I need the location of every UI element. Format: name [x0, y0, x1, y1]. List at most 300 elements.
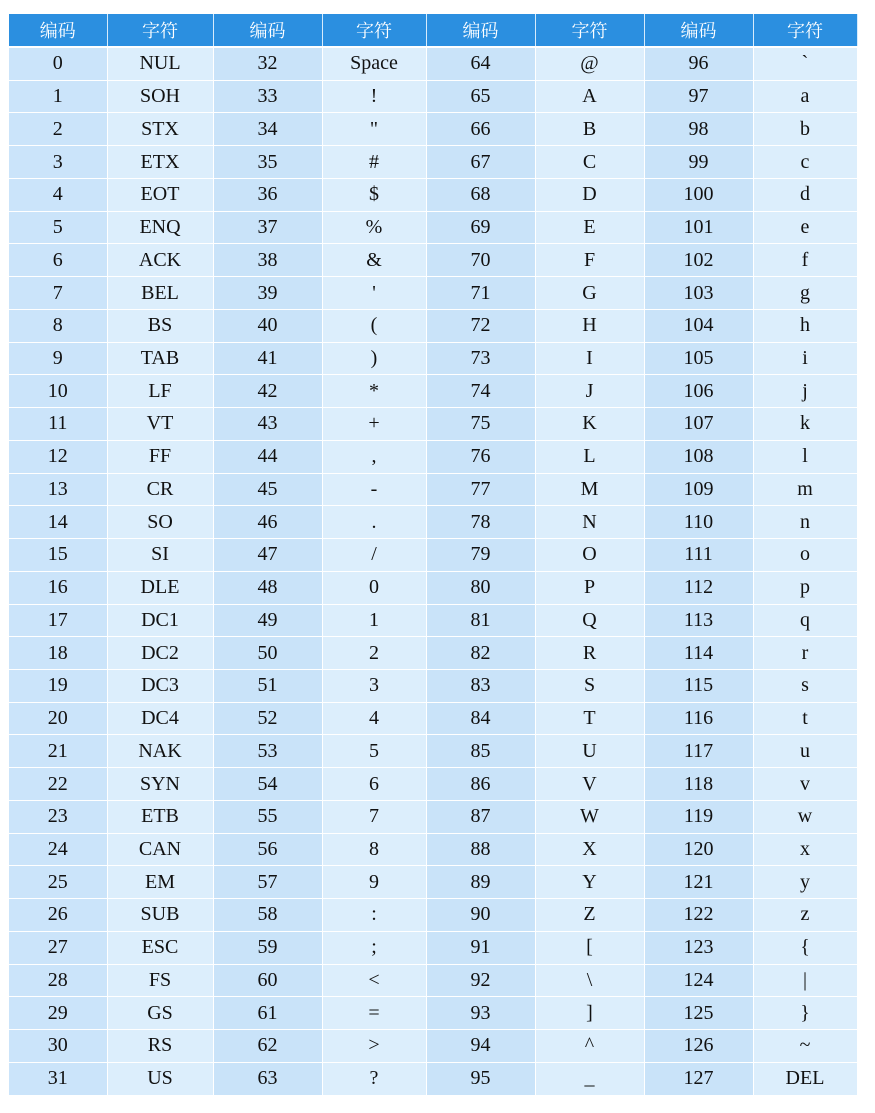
code-cell: 117	[644, 735, 753, 768]
code-cell: 60	[213, 964, 322, 997]
char-cell: .	[322, 506, 426, 539]
char-cell: 4	[322, 702, 426, 735]
table-row	[9, 931, 857, 964]
code-cell: 121	[644, 866, 753, 899]
char-cell: y	[753, 866, 857, 899]
char-cell: !	[322, 80, 426, 113]
code-cell: 24	[9, 833, 107, 866]
code-cell: 11	[9, 408, 107, 441]
char-cell: NAK	[107, 735, 213, 768]
code-cell: 90	[426, 899, 535, 932]
code-cell: 30	[9, 1030, 107, 1063]
code-cell: 109	[644, 473, 753, 506]
char-cell: ~	[753, 1030, 857, 1063]
char-cell: 8	[322, 833, 426, 866]
char-cell: )	[322, 342, 426, 375]
char-cell: g	[753, 277, 857, 310]
table-row	[9, 669, 857, 702]
char-cell: M	[535, 473, 644, 506]
code-cell: 46	[213, 506, 322, 539]
char-cell: b	[753, 113, 857, 146]
code-cell: 92	[426, 964, 535, 997]
code-cell: 99	[644, 146, 753, 179]
table-row	[9, 244, 857, 277]
char-cell: LF	[107, 375, 213, 408]
char-cell: h	[753, 309, 857, 342]
char-cell: '	[322, 277, 426, 310]
code-cell: 108	[644, 440, 753, 473]
char-cell: u	[753, 735, 857, 768]
char-cell: DLE	[107, 571, 213, 604]
code-cell: 51	[213, 669, 322, 702]
table-row	[9, 604, 857, 637]
code-cell: 103	[644, 277, 753, 310]
char-cell: j	[753, 375, 857, 408]
code-cell: 91	[426, 931, 535, 964]
char-cell: %	[322, 211, 426, 244]
char-cell: K	[535, 408, 644, 441]
char-cell: ,	[322, 440, 426, 473]
code-cell: 38	[213, 244, 322, 277]
char-cell: R	[535, 637, 644, 670]
code-cell: 17	[9, 604, 107, 637]
code-cell: 2	[9, 113, 107, 146]
code-cell: 22	[9, 768, 107, 801]
char-cell: /	[322, 539, 426, 572]
char-cell: ETX	[107, 146, 213, 179]
code-cell: 45	[213, 473, 322, 506]
header-char-1: 字符	[107, 14, 213, 47]
char-cell: 5	[322, 735, 426, 768]
char-cell: (	[322, 309, 426, 342]
table-row	[9, 277, 857, 310]
char-cell: SOH	[107, 80, 213, 113]
code-cell: 107	[644, 408, 753, 441]
table-row	[9, 1030, 857, 1063]
table-row	[9, 997, 857, 1030]
char-cell: _	[535, 1062, 644, 1095]
char-cell: 2	[322, 637, 426, 670]
char-cell: U	[535, 735, 644, 768]
code-cell: 85	[426, 735, 535, 768]
table-row	[9, 146, 857, 179]
char-cell: US	[107, 1062, 213, 1095]
table-body	[9, 47, 857, 1096]
code-cell: 44	[213, 440, 322, 473]
char-cell: i	[753, 342, 857, 375]
code-cell: 127	[644, 1062, 753, 1095]
code-cell: 13	[9, 473, 107, 506]
table-row	[9, 440, 857, 473]
char-cell: v	[753, 768, 857, 801]
code-cell: 58	[213, 899, 322, 932]
char-cell: m	[753, 473, 857, 506]
table-row	[9, 571, 857, 604]
header-code-4: 编码	[644, 14, 753, 47]
char-cell: E	[535, 211, 644, 244]
char-cell: EM	[107, 866, 213, 899]
code-cell: 8	[9, 309, 107, 342]
char-cell: ;	[322, 931, 426, 964]
code-cell: 79	[426, 539, 535, 572]
code-cell: 61	[213, 997, 322, 1030]
code-cell: 47	[213, 539, 322, 572]
char-cell: X	[535, 833, 644, 866]
code-cell: 26	[9, 899, 107, 932]
char-cell: SYN	[107, 768, 213, 801]
code-cell: 49	[213, 604, 322, 637]
char-cell: |	[753, 964, 857, 997]
code-cell: 65	[426, 80, 535, 113]
code-cell: 95	[426, 1062, 535, 1095]
char-cell: O	[535, 539, 644, 572]
code-cell: 27	[9, 931, 107, 964]
code-cell: 81	[426, 604, 535, 637]
char-cell: z	[753, 899, 857, 932]
table-row	[9, 964, 857, 997]
code-cell: 124	[644, 964, 753, 997]
code-cell: 87	[426, 800, 535, 833]
char-cell: 0	[322, 571, 426, 604]
code-cell: 105	[644, 342, 753, 375]
code-cell: 3	[9, 146, 107, 179]
code-cell: 70	[426, 244, 535, 277]
char-cell: ACK	[107, 244, 213, 277]
char-cell: DC4	[107, 702, 213, 735]
char-cell: 6	[322, 768, 426, 801]
char-cell: 9	[322, 866, 426, 899]
code-cell: 57	[213, 866, 322, 899]
char-cell: DEL	[753, 1062, 857, 1095]
char-cell: VT	[107, 408, 213, 441]
header-code-3: 编码	[426, 14, 535, 47]
table-header	[9, 14, 857, 47]
char-cell: @	[535, 47, 644, 80]
table-row	[9, 80, 857, 113]
char-cell: ETB	[107, 800, 213, 833]
code-cell: 112	[644, 571, 753, 604]
code-cell: 4	[9, 178, 107, 211]
char-cell: CR	[107, 473, 213, 506]
code-cell: 20	[9, 702, 107, 735]
table-row	[9, 702, 857, 735]
code-cell: 10	[9, 375, 107, 408]
code-cell: 37	[213, 211, 322, 244]
char-cell: V	[535, 768, 644, 801]
char-cell: }	[753, 997, 857, 1030]
header-char-3: 字符	[535, 14, 644, 47]
code-cell: 9	[9, 342, 107, 375]
code-cell: 32	[213, 47, 322, 80]
char-cell: ^	[535, 1030, 644, 1063]
code-cell: 16	[9, 571, 107, 604]
code-cell: 50	[213, 637, 322, 670]
char-cell: D	[535, 178, 644, 211]
code-cell: 28	[9, 964, 107, 997]
code-cell: 71	[426, 277, 535, 310]
char-cell: N	[535, 506, 644, 539]
char-cell: 1	[322, 604, 426, 637]
code-cell: 111	[644, 539, 753, 572]
code-cell: 72	[426, 309, 535, 342]
code-cell: 116	[644, 702, 753, 735]
table-row	[9, 47, 857, 80]
char-cell: A	[535, 80, 644, 113]
char-cell: SO	[107, 506, 213, 539]
code-cell: 119	[644, 800, 753, 833]
char-cell: STX	[107, 113, 213, 146]
char-cell: Y	[535, 866, 644, 899]
char-cell: $	[322, 178, 426, 211]
table-row	[9, 899, 857, 932]
char-cell: q	[753, 604, 857, 637]
char-cell: ]	[535, 997, 644, 1030]
code-cell: 93	[426, 997, 535, 1030]
code-cell: 86	[426, 768, 535, 801]
table-row	[9, 113, 857, 146]
table-row	[9, 866, 857, 899]
table-row	[9, 506, 857, 539]
code-cell: 110	[644, 506, 753, 539]
code-cell: 114	[644, 637, 753, 670]
char-cell: c	[753, 146, 857, 179]
char-cell: k	[753, 408, 857, 441]
char-cell: G	[535, 277, 644, 310]
char-cell: FF	[107, 440, 213, 473]
code-cell: 97	[644, 80, 753, 113]
char-cell: t	[753, 702, 857, 735]
code-cell: 77	[426, 473, 535, 506]
char-cell: p	[753, 571, 857, 604]
code-cell: 6	[9, 244, 107, 277]
code-cell: 36	[213, 178, 322, 211]
code-cell: 33	[213, 80, 322, 113]
code-cell: 102	[644, 244, 753, 277]
header-row	[9, 14, 857, 47]
code-cell: 62	[213, 1030, 322, 1063]
code-cell: 94	[426, 1030, 535, 1063]
char-cell: o	[753, 539, 857, 572]
char-cell: H	[535, 309, 644, 342]
char-cell: f	[753, 244, 857, 277]
code-cell: 73	[426, 342, 535, 375]
header-char-4: 字符	[753, 14, 857, 47]
char-cell: -	[322, 473, 426, 506]
code-cell: 98	[644, 113, 753, 146]
code-cell: 96	[644, 47, 753, 80]
code-cell: 66	[426, 113, 535, 146]
code-cell: 68	[426, 178, 535, 211]
char-cell: Z	[535, 899, 644, 932]
code-cell: 74	[426, 375, 535, 408]
char-cell: ESC	[107, 931, 213, 964]
char-cell: w	[753, 800, 857, 833]
table-row	[9, 800, 857, 833]
table-row	[9, 1062, 857, 1095]
table-row	[9, 342, 857, 375]
char-cell: T	[535, 702, 644, 735]
code-cell: 115	[644, 669, 753, 702]
code-cell: 64	[426, 47, 535, 80]
code-cell: 126	[644, 1030, 753, 1063]
ascii-table	[9, 14, 858, 1096]
code-cell: 39	[213, 277, 322, 310]
char-cell: BS	[107, 309, 213, 342]
char-cell: `	[753, 47, 857, 80]
table-row	[9, 768, 857, 801]
char-cell: n	[753, 506, 857, 539]
char-cell: RS	[107, 1030, 213, 1063]
char-cell: "	[322, 113, 426, 146]
code-cell: 35	[213, 146, 322, 179]
code-cell: 113	[644, 604, 753, 637]
char-cell: SUB	[107, 899, 213, 932]
code-cell: 120	[644, 833, 753, 866]
char-cell: NUL	[107, 47, 213, 80]
code-cell: 25	[9, 866, 107, 899]
char-cell: ENQ	[107, 211, 213, 244]
char-cell: ?	[322, 1062, 426, 1095]
char-cell: x	[753, 833, 857, 866]
char-cell: [	[535, 931, 644, 964]
char-cell: CAN	[107, 833, 213, 866]
char-cell: B	[535, 113, 644, 146]
table-row	[9, 408, 857, 441]
char-cell: SI	[107, 539, 213, 572]
char-cell: :	[322, 899, 426, 932]
code-cell: 123	[644, 931, 753, 964]
char-cell: FS	[107, 964, 213, 997]
char-cell: l	[753, 440, 857, 473]
code-cell: 59	[213, 931, 322, 964]
table-row	[9, 375, 857, 408]
code-cell: 42	[213, 375, 322, 408]
char-cell: GS	[107, 997, 213, 1030]
code-cell: 7	[9, 277, 107, 310]
code-cell: 80	[426, 571, 535, 604]
code-cell: 106	[644, 375, 753, 408]
char-cell: DC3	[107, 669, 213, 702]
char-cell: e	[753, 211, 857, 244]
code-cell: 43	[213, 408, 322, 441]
char-cell: 7	[322, 800, 426, 833]
char-cell: {	[753, 931, 857, 964]
code-cell: 125	[644, 997, 753, 1030]
code-cell: 100	[644, 178, 753, 211]
char-cell: I	[535, 342, 644, 375]
code-cell: 101	[644, 211, 753, 244]
char-cell: L	[535, 440, 644, 473]
char-cell: >	[322, 1030, 426, 1063]
code-cell: 48	[213, 571, 322, 604]
code-cell: 67	[426, 146, 535, 179]
table-row	[9, 735, 857, 768]
header-code-2: 编码	[213, 14, 322, 47]
table-row	[9, 539, 857, 572]
char-cell: DC2	[107, 637, 213, 670]
code-cell: 41	[213, 342, 322, 375]
char-cell: C	[535, 146, 644, 179]
code-cell: 55	[213, 800, 322, 833]
code-cell: 54	[213, 768, 322, 801]
code-cell: 83	[426, 669, 535, 702]
code-cell: 52	[213, 702, 322, 735]
char-cell: P	[535, 571, 644, 604]
char-cell: DC1	[107, 604, 213, 637]
code-cell: 29	[9, 997, 107, 1030]
table-row	[9, 309, 857, 342]
table-row	[9, 178, 857, 211]
code-cell: 1	[9, 80, 107, 113]
code-cell: 104	[644, 309, 753, 342]
code-cell: 15	[9, 539, 107, 572]
code-cell: 82	[426, 637, 535, 670]
code-cell: 21	[9, 735, 107, 768]
code-cell: 12	[9, 440, 107, 473]
code-cell: 18	[9, 637, 107, 670]
code-cell: 56	[213, 833, 322, 866]
char-cell: Q	[535, 604, 644, 637]
code-cell: 34	[213, 113, 322, 146]
char-cell: TAB	[107, 342, 213, 375]
char-cell: &	[322, 244, 426, 277]
code-cell: 122	[644, 899, 753, 932]
char-cell: a	[753, 80, 857, 113]
table-row	[9, 833, 857, 866]
char-cell: EOT	[107, 178, 213, 211]
code-cell: 88	[426, 833, 535, 866]
code-cell: 69	[426, 211, 535, 244]
code-cell: 53	[213, 735, 322, 768]
code-cell: 0	[9, 47, 107, 80]
char-cell: s	[753, 669, 857, 702]
code-cell: 84	[426, 702, 535, 735]
char-cell: r	[753, 637, 857, 670]
header-char-2: 字符	[322, 14, 426, 47]
char-cell: J	[535, 375, 644, 408]
code-cell: 76	[426, 440, 535, 473]
code-cell: 40	[213, 309, 322, 342]
code-cell: 19	[9, 669, 107, 702]
code-cell: 75	[426, 408, 535, 441]
char-cell: S	[535, 669, 644, 702]
code-cell: 23	[9, 800, 107, 833]
code-cell: 89	[426, 866, 535, 899]
char-cell: F	[535, 244, 644, 277]
char-cell: Space	[322, 47, 426, 80]
code-cell: 5	[9, 211, 107, 244]
code-cell: 118	[644, 768, 753, 801]
char-cell: d	[753, 178, 857, 211]
table-row	[9, 637, 857, 670]
header-code-1: 编码	[9, 14, 107, 47]
table-row	[9, 473, 857, 506]
char-cell: \	[535, 964, 644, 997]
char-cell: #	[322, 146, 426, 179]
char-cell: +	[322, 408, 426, 441]
table-row	[9, 211, 857, 244]
char-cell: W	[535, 800, 644, 833]
code-cell: 14	[9, 506, 107, 539]
code-cell: 63	[213, 1062, 322, 1095]
char-cell: BEL	[107, 277, 213, 310]
code-cell: 78	[426, 506, 535, 539]
code-cell: 31	[9, 1062, 107, 1095]
char-cell: *	[322, 375, 426, 408]
char-cell: =	[322, 997, 426, 1030]
char-cell: <	[322, 964, 426, 997]
char-cell: 3	[322, 669, 426, 702]
